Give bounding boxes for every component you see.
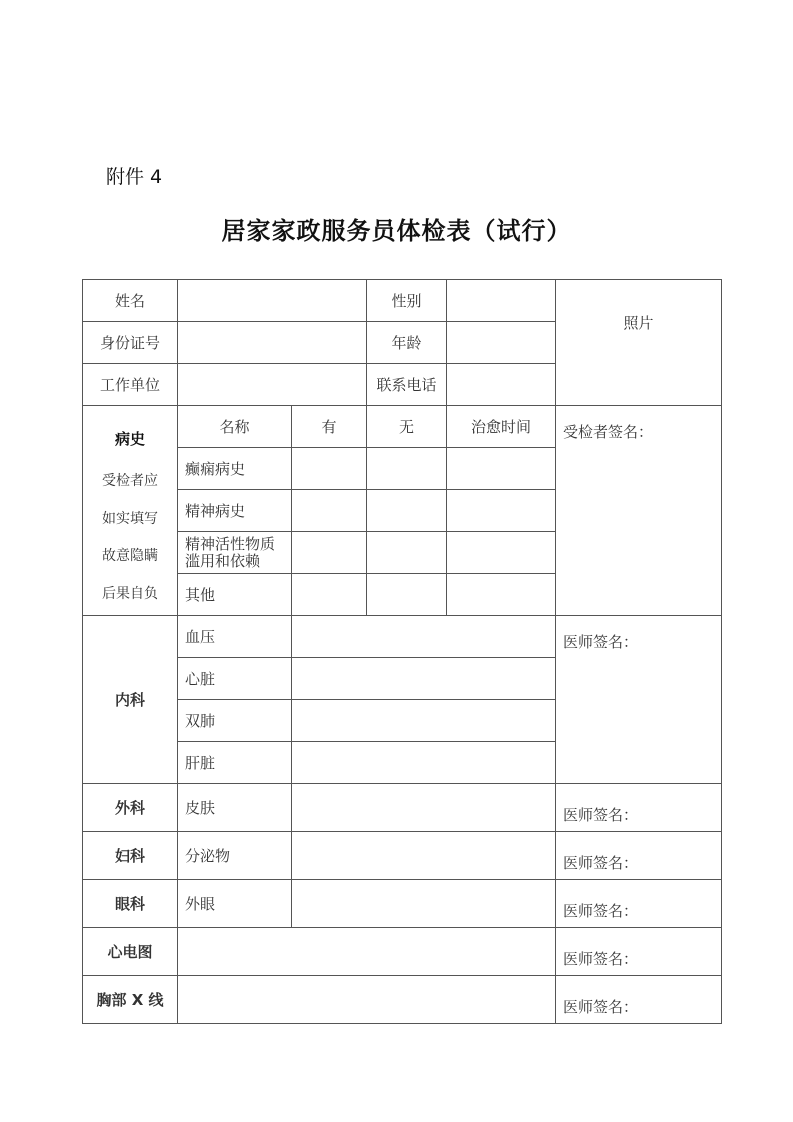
id-number-field[interactable] bbox=[178, 322, 367, 364]
attachment-label: 附件 4 bbox=[106, 166, 163, 188]
history-no-cell[interactable] bbox=[367, 490, 447, 532]
phone-label: 联系电话 bbox=[367, 364, 447, 406]
gynecology-result-field[interactable] bbox=[292, 832, 556, 880]
surgery-item-label: 皮肤 bbox=[178, 784, 292, 832]
chest-xray-signature-cell[interactable] bbox=[556, 976, 722, 1024]
internal-item-label: 血压 bbox=[178, 616, 292, 658]
history-row-label: 癫痫病史 bbox=[178, 448, 292, 490]
phone-field[interactable] bbox=[447, 364, 556, 406]
employer-label: 工作单位 bbox=[83, 364, 178, 406]
history-row-label: 精神病史 bbox=[178, 490, 292, 532]
gynecology-item-label: 分泌物 bbox=[178, 832, 292, 880]
ophthalmology-signature-cell[interactable] bbox=[556, 880, 722, 928]
internal-result-field[interactable] bbox=[292, 658, 556, 700]
health-exam-form bbox=[82, 279, 722, 1024]
internal-result-field[interactable] bbox=[292, 616, 556, 658]
history-title: 病史 bbox=[114, 430, 145, 448]
id-number-label: 身份证号 bbox=[83, 322, 178, 364]
employer-field[interactable] bbox=[178, 364, 367, 406]
photo-area[interactable] bbox=[556, 280, 722, 406]
surgery-signature-cell[interactable] bbox=[556, 784, 722, 832]
history-note: 故意隐瞒 bbox=[102, 548, 158, 564]
doctor-signature-label: 医师签名： bbox=[563, 633, 639, 651]
history-note: 后果自负 bbox=[102, 585, 158, 602]
history-note: 受检者应 bbox=[102, 473, 158, 489]
history-row-label bbox=[178, 532, 292, 574]
history-cure-cell[interactable] bbox=[447, 532, 556, 574]
ecg-label: 心电图 bbox=[83, 928, 178, 976]
history-header-cure-date: 治愈时间 bbox=[447, 406, 556, 448]
history-yes-cell[interactable] bbox=[292, 574, 367, 616]
name-label: 姓名 bbox=[83, 280, 178, 322]
history-cure-cell[interactable] bbox=[447, 448, 556, 490]
history-cure-cell[interactable] bbox=[447, 574, 556, 616]
history-no-cell[interactable] bbox=[367, 574, 447, 616]
name-field[interactable] bbox=[178, 280, 367, 322]
photo-label: 照片 bbox=[623, 314, 654, 332]
surgery-label: 外科 bbox=[83, 784, 178, 832]
gynecology-label: 妇科 bbox=[83, 832, 178, 880]
age-label: 年龄 bbox=[367, 322, 447, 364]
history-header-name: 名称 bbox=[178, 406, 292, 448]
ecg-signature-cell[interactable] bbox=[556, 928, 722, 976]
age-field[interactable] bbox=[447, 322, 556, 364]
history-header-no: 无 bbox=[367, 406, 447, 448]
history-section bbox=[83, 406, 178, 616]
ecg-result-field[interactable] bbox=[178, 928, 556, 976]
history-no-cell[interactable] bbox=[367, 532, 447, 574]
history-yes-cell[interactable] bbox=[292, 490, 367, 532]
history-yes-cell[interactable] bbox=[292, 532, 367, 574]
internal-result-field[interactable] bbox=[292, 700, 556, 742]
history-no-cell[interactable] bbox=[367, 448, 447, 490]
surgery-result-field[interactable] bbox=[292, 784, 556, 832]
doctor-signature-label: 医师签名： bbox=[563, 854, 639, 872]
ophthalmology-result-field[interactable] bbox=[292, 880, 556, 928]
doctor-signature-label: 医师签名： bbox=[563, 806, 639, 824]
gynecology-signature-cell[interactable] bbox=[556, 832, 722, 880]
internal-result-field[interactable] bbox=[292, 742, 556, 784]
ophthalmology-label: 眼科 bbox=[83, 880, 178, 928]
examinee-signature-label: 受检者签名： bbox=[563, 423, 654, 441]
history-row-label: 其他 bbox=[178, 574, 292, 616]
internal-signature-cell[interactable] bbox=[556, 616, 722, 784]
form-title: 居家家政服务员体检表（试行） bbox=[221, 217, 572, 245]
doctor-signature-label: 医师签名： bbox=[563, 950, 639, 968]
chest-xray-label: 胸部 X 线 bbox=[83, 976, 178, 1024]
gender-label: 性别 bbox=[367, 280, 447, 322]
internal-medicine-label: 内科 bbox=[83, 616, 178, 784]
history-yes-cell[interactable] bbox=[292, 448, 367, 490]
history-row-label-line: 滥用和依赖 bbox=[185, 551, 261, 570]
internal-item-label: 双肺 bbox=[178, 700, 292, 742]
history-header-yes: 有 bbox=[292, 406, 367, 448]
ophthalmology-item-label: 外眼 bbox=[178, 880, 292, 928]
history-row-label-line: 精神活性物质 bbox=[185, 534, 276, 553]
gender-field[interactable] bbox=[447, 280, 556, 322]
internal-item-label: 心脏 bbox=[178, 658, 292, 700]
examinee-signature-cell[interactable] bbox=[556, 406, 722, 616]
chest-xray-result-field[interactable] bbox=[178, 976, 556, 1024]
history-cure-cell[interactable] bbox=[447, 490, 556, 532]
internal-item-label: 肝脏 bbox=[178, 742, 292, 784]
doctor-signature-label: 医师签名： bbox=[563, 998, 639, 1016]
history-note: 如实填写 bbox=[102, 510, 158, 527]
doctor-signature-label: 医师签名： bbox=[563, 902, 639, 920]
